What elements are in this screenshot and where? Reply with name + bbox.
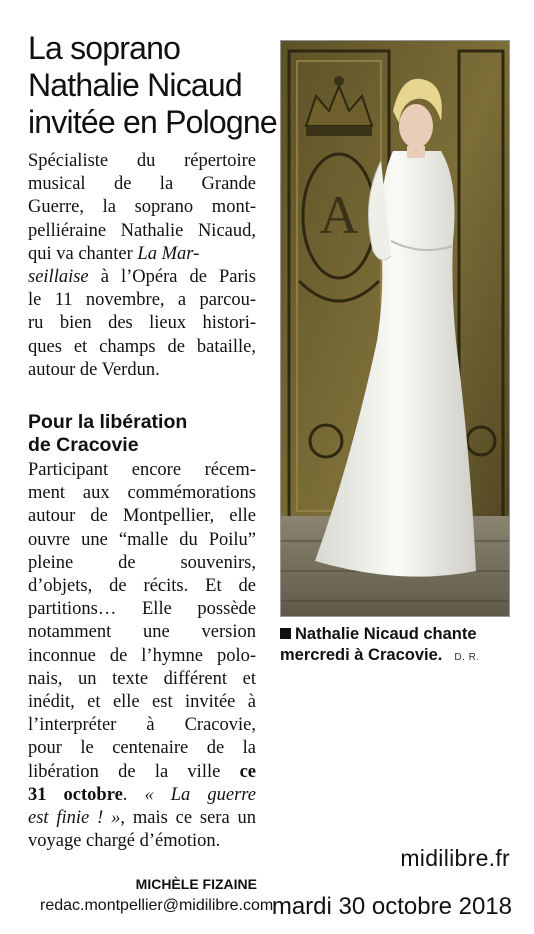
title-line: Nathalie Nicaud (28, 67, 242, 103)
contact-email[interactable]: redac.montpellier@midilibre.com (40, 897, 274, 914)
photo-illustration (281, 41, 509, 616)
body-line: inédit, et elle est invitée à (28, 692, 256, 713)
subheading-line: Pour la libération (28, 411, 188, 433)
intro-text: à l’Opéra de Paris (88, 267, 256, 288)
intro-line (28, 243, 256, 266)
body-line: autour de Montpellier, elle (28, 506, 256, 527)
body-line: Participant encore récem- (28, 460, 256, 480)
intro-line: ru bien des lieux histori- (28, 313, 256, 334)
article-intro (28, 150, 256, 382)
body-line: notamment une version (28, 622, 256, 643)
caption-line (280, 624, 520, 645)
intro-line: Spécialiste du répertoire (28, 151, 256, 171)
body-line: ouvre une “malle du Poilu” (28, 529, 256, 550)
body-line: pleine de souvenirs, (28, 552, 256, 573)
quote: « La guerre (144, 784, 256, 805)
body-line: inconnue de l’hymne polo- (28, 645, 256, 666)
caption-bullet-icon (280, 628, 291, 639)
intro-text: qui va chanter (28, 243, 138, 264)
body-line: pour le centenaire de la (28, 738, 256, 759)
title-line: La soprano (28, 30, 181, 66)
body-text: . (122, 784, 145, 805)
caption-line (280, 645, 520, 668)
intro-line: le 11 novembre, a parcou- (28, 290, 256, 311)
body-line: ment aux commémorations (28, 483, 256, 504)
body-line: voyage chargé d’émotion. (28, 831, 221, 852)
article-title (28, 30, 277, 141)
body-line: l’interpréter à Cracovie, (28, 715, 256, 736)
date-highlight: 31 octobre (28, 784, 123, 805)
opera-title-end: seillaise (28, 267, 89, 288)
caption-text: Nathalie Nicaud chante (295, 625, 477, 643)
body-line (28, 761, 256, 784)
body-text: libération de la ville (28, 761, 240, 782)
photo-credit: D. R. (454, 652, 480, 663)
subheading-line: de Cracovie (28, 434, 139, 456)
intro-line: ques et champs de bataille, (28, 336, 256, 357)
quote: est finie ! » (28, 808, 121, 829)
body-line (28, 807, 256, 830)
article-photo (280, 40, 510, 617)
opera-title: La Mar- (137, 243, 200, 264)
photo-caption (280, 624, 520, 668)
body-line: partitions… Elle possède (28, 599, 256, 620)
face (399, 104, 433, 148)
body-line (28, 784, 256, 807)
title-line: invitée en Pologne (28, 104, 277, 140)
body-line: d’objets, de récits. Et de (28, 576, 256, 597)
article-body (28, 459, 256, 853)
intro-line: autour de Verdun. (28, 359, 160, 380)
site-name: midilibre.fr (400, 845, 510, 871)
date-highlight: ce (239, 761, 256, 782)
body-line: nais, un texte différent et (28, 668, 256, 689)
body-text: , (120, 808, 133, 829)
publication-date: mardi 30 octobre 2018 (271, 893, 512, 920)
intro-line (28, 266, 256, 289)
body-text: mais ce sera un (132, 808, 257, 829)
intro-line: musical de la Grande (28, 174, 256, 195)
article-subheading (28, 411, 258, 457)
intro-line: pelliéraine Nathalie Nicaud, (28, 220, 256, 241)
intro-line: Guerre, la soprano mont- (28, 197, 256, 218)
author-byline: MICHÈLE FIZAINE (135, 876, 257, 892)
caption-text: mercredi à Cracovie. (280, 646, 443, 664)
monogram-letter: A (319, 185, 359, 245)
